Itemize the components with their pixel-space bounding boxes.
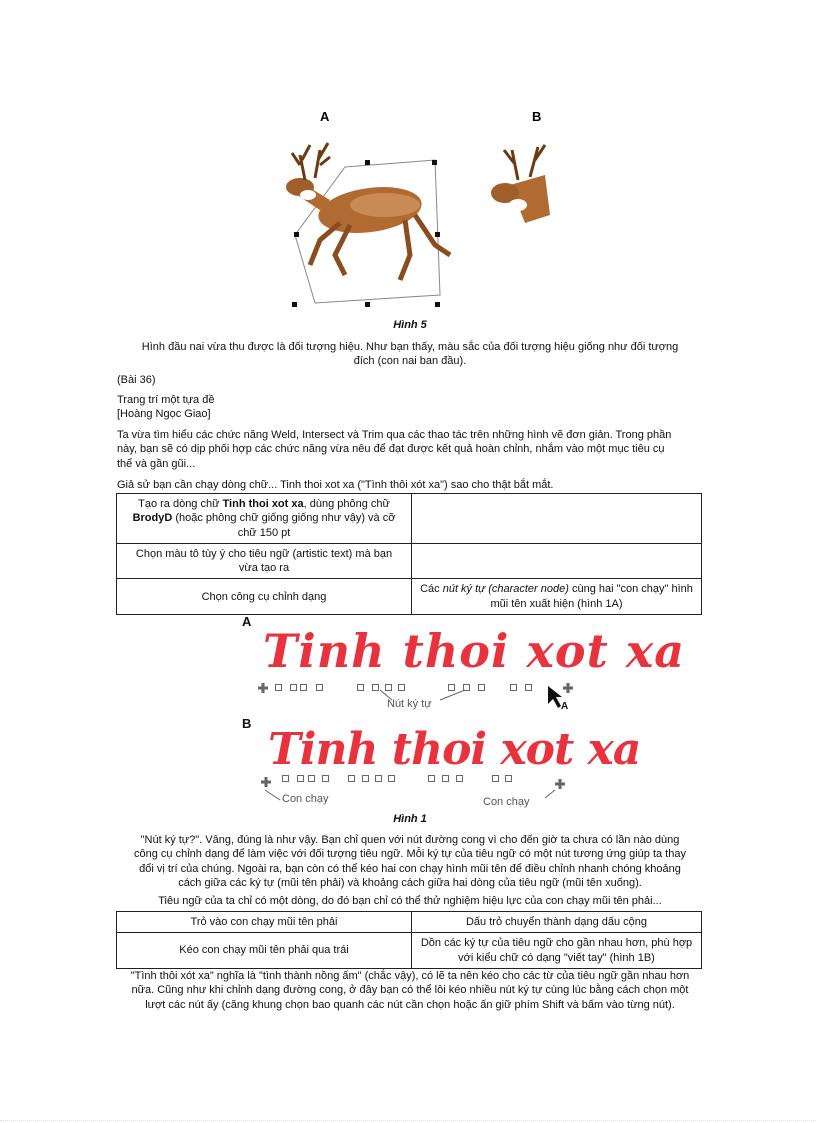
cell-text: Tạo ra dòng chữ <box>138 498 223 510</box>
pointer-cursor-icon <box>548 686 562 708</box>
article-intro <box>117 428 707 471</box>
figure1-caption: Hình 1 <box>393 813 427 825</box>
cell-text-italic: nút ký tự (character node) <box>442 583 569 596</box>
figure1-label-b: B <box>242 716 252 731</box>
article-assume: Giả sử bạn cần chạy dòng chữ... Tinh thoi xot xa ("Tình thôi xót xa") sao cho thật bắt mắt. <box>117 479 554 491</box>
cell-text: (hoặc phông chữ giống giống như vậy) và cỡ <box>172 512 396 525</box>
table-row <box>117 912 702 933</box>
figure-5 <box>260 105 560 335</box>
table-cell: Trỏ vào con chạy mũi tên phải <box>117 912 412 933</box>
runner-right-icon <box>555 779 565 789</box>
cell-text: , dùng phông chữ <box>303 498 390 510</box>
figure1-label-a: A <box>242 614 252 629</box>
figure5-description-line: đích (con nai ban đầu). <box>353 355 467 368</box>
cell-text: vừa tạo ra <box>238 562 290 575</box>
body-line: "Tình thôi xót xa" nghĩa là "tình thành nồng ấm" (chắc vậy), có lẽ ta nên kéo cho các từ của tiêu ngữ gần nhau hơn <box>130 970 690 982</box>
cell-text: cùng hai "con chạy" hình <box>568 583 693 596</box>
intro-line: Ta vừa tìm hiểu các chức năng Weld, Intersect và Trim qua các thao tác trên những hình vẽ đơn giản. Trong phần <box>117 429 672 441</box>
table-cell: Dấu trỏ chuyển thành dạng dấu cộng <box>412 912 702 933</box>
body-line: lượt các nút ấy (căng khung chọn bao quanh các nút cần chọn hoặc ấn giữ phím Shift và bấm vào từng nút). <box>145 998 675 1011</box>
article-number: (Bài 36) <box>117 374 156 386</box>
figure5-description <box>110 340 710 369</box>
cell-text: Dồn các ký tự của tiêu ngữ cho gần nhau hơn, phù hợp <box>420 937 693 950</box>
table-row <box>117 579 702 615</box>
callout-a-label: A <box>561 701 569 712</box>
table-cell <box>412 543 702 579</box>
table-cell <box>412 579 702 615</box>
steps-table-1 <box>116 493 702 615</box>
runner-down-icon <box>258 683 268 693</box>
page-bottom-divider <box>0 1120 816 1121</box>
table-row <box>117 543 702 579</box>
body-line: Tiêu ngữ của ta chỉ có một dòng, do đó bạn chỉ có thể thử nghiệm hiệu lực của con chạy mũi tên phải... <box>158 895 662 908</box>
table-row <box>117 494 702 544</box>
figure5-label-a: A <box>320 109 330 124</box>
body-line: "Nút ký tự?". Vâng, đúng là như vậy. Bạn chỉ quen với nút đường cong vì cho đến giờ ta chưa có lần nào dùng <box>140 834 680 846</box>
callout-runner-right: Con chạy <box>483 796 530 808</box>
cell-text: chữ 150 pt <box>237 526 291 539</box>
cell-text: mũi tên xuất hiện (hình 1A) <box>490 597 623 610</box>
table-cell <box>117 494 412 544</box>
runner-down-icon <box>261 777 271 787</box>
intro-line: thể và gần gũi... <box>117 457 196 470</box>
runner-right-icon <box>563 683 573 693</box>
body-line: nữa. Cũng như khi chỉnh dạng đường cong, ở đây bạn có thể lôi kéo nhiều nút ký tự cùng lúc bằng cách chọn một <box>131 984 689 997</box>
body-paragraph-3 <box>110 969 710 1012</box>
cell-text-bold: Tinh thoi xot xa <box>222 498 304 510</box>
callout-node-label: Nút ký tự <box>387 698 432 710</box>
table-cell <box>117 543 412 579</box>
cell-text: Chọn màu tô tùy ý cho tiêu ngữ (artistic text) mà bạn <box>135 547 393 560</box>
table-cell <box>412 933 702 969</box>
figure5-label-b: B <box>532 109 542 124</box>
deer-b-icon <box>491 145 550 223</box>
article-author: [Hoàng Ngọc Giao] <box>117 408 211 420</box>
steps-table-2 <box>116 911 702 969</box>
cell-text-bold: BrodyD <box>132 512 173 525</box>
intro-line: này, bạn sẽ có dịp phối hợp các chức năng vừa nêu để đạt được kết quả hoàn chỉnh, nhắm vào một mục tiêu cụ <box>117 443 665 456</box>
cell-text: Các <box>420 583 443 596</box>
body-line: công cụ chỉnh dạng để làm việc với đối tượng tiêu ngữ. Mỗi ký tự của tiêu ngữ có một nút tương ứng giúp ta thay <box>134 848 686 861</box>
body-line: đổi vị trí của chúng. Ngoài ra, bạn còn có thể kéo hai con chạy hình mũi tên để điều chỉnh nhanh chóng khoảng <box>139 862 681 875</box>
table-cell <box>412 494 702 544</box>
table-row <box>117 933 702 969</box>
figure5-description-line: Hình đầu nai vừa thu được là đối tượng hiệu. Như bạn thấy, màu sắc của đối tượng hiệu giống như đối tượng <box>141 341 679 353</box>
callout-runner-left: Con chạy <box>282 793 329 805</box>
body-paragraph-2 <box>110 833 710 908</box>
table-cell: Kéo con chạy mũi tên phải qua trái <box>117 933 412 969</box>
figure1-script-text-a: Tinh thoi xot xa <box>263 624 686 678</box>
deer-illustration <box>260 105 560 335</box>
cell-text: với kiểu chữ có dạng "viết tay" (hình 1B) <box>458 951 655 964</box>
figure1-script-text-b: Tinh thoi xot xa <box>268 724 641 775</box>
table-cell: Chọn công cụ chỉnh dạng <box>117 579 412 615</box>
article-title: Trang trí một tựa đề <box>117 394 215 406</box>
figure5-caption: Hình 5 <box>393 319 427 331</box>
body-line: cách giữa các ký tự (mũi tên phải) và khoảng cách giữa hai dòng của tiêu ngữ (mũi tên xuống). <box>178 876 642 889</box>
